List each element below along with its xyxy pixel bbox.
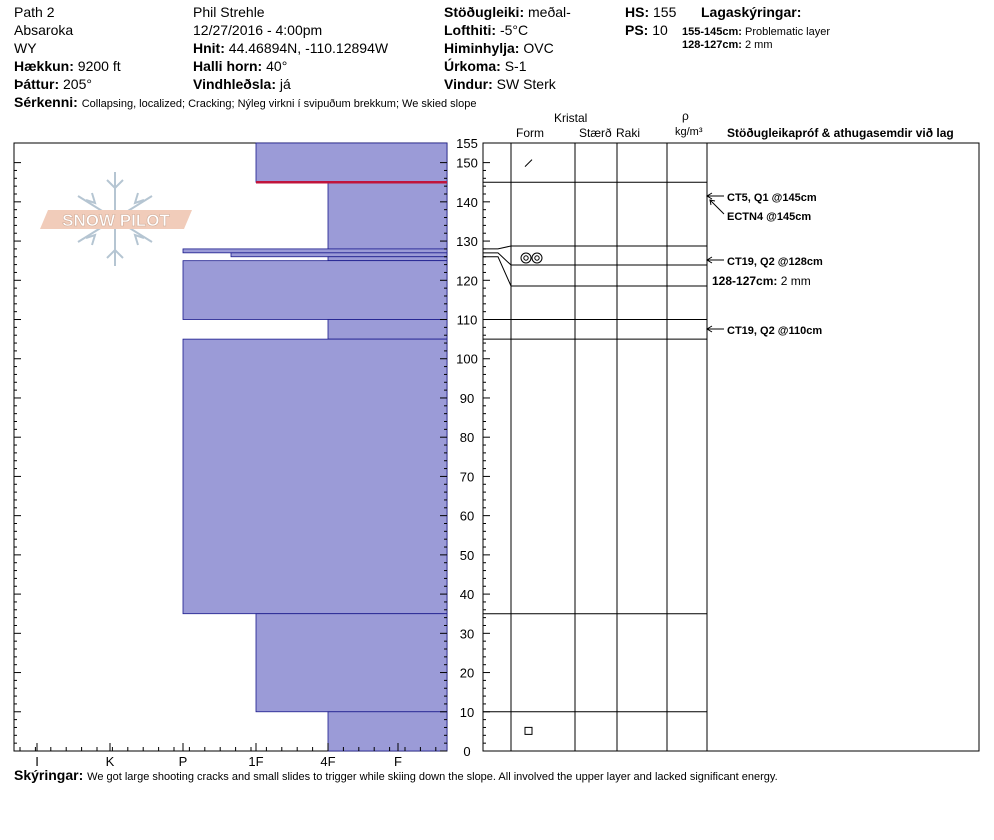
pit-name: Path 2 [14,4,55,20]
y-tick-label-40: 40 [459,587,475,603]
header-density-unit: kg/m³ [675,126,703,138]
elevation-label: Hækkun: [14,58,74,74]
layer-note-2-label: 128-127cm: [682,39,742,51]
stability-label: Stöðugleiki: [444,4,525,20]
snowpilot-logo [40,172,192,266]
hardness-layer-3 [231,253,447,257]
coords-label: Hnit: [193,40,225,56]
layer-comment [712,273,811,289]
y-tick-label-90: 90 [459,390,475,406]
x-tick-label-4F: 4F [320,754,336,769]
comments-label: Skýringar: [14,767,84,783]
grain-symbol-melt-form-2 [532,253,542,263]
features-label: Sérkenni: [14,94,78,110]
x-tick-label-1F: 1F [248,754,264,769]
header-rho: ρ [682,109,689,123]
hardness-layer-6 [328,320,447,340]
x-tick-label-F: F [394,754,402,769]
hardness-layer-5 [183,261,447,320]
y-tick-label-150: 150 [456,155,478,171]
hardness-layer-8 [256,614,447,712]
y-tick-label-50: 50 [459,547,475,563]
y-tick-label-70: 70 [459,469,475,485]
hardness-layer-0 [256,143,447,182]
sky-label: Himinhylja: [444,40,520,56]
slope-angle-value: 40° [266,58,288,74]
hardness-layer-2 [183,249,447,253]
y-tick-label-80: 80 [459,430,475,446]
wind-loading-label: Vindhleðsla: [193,76,276,92]
datetime: 12/27/2016 - 4:00pm [193,22,323,38]
x-tick-label-I: I [35,754,39,769]
state-name: WY [14,40,37,56]
hardness-layer-4 [328,257,447,261]
y-tick-label-10: 10 [459,704,475,720]
test-annotation-2: ECTN4 @145cm [727,211,812,223]
y-tick-label-155: 155 [456,136,478,151]
x-tick-label-P: P [178,754,188,769]
layer-note-2-value: 2 mm [745,39,773,51]
wind-label: Vindur: [444,76,493,92]
aspect-value: 205° [63,76,92,92]
y-tick-label-100: 100 [456,351,478,367]
wind-value: SW Sterk [496,76,556,92]
grain-symbol-precip [525,160,532,167]
comments-value: We got large shooting cracks and small slides to trigger while skiing down the slope. All involved the upper layer and lacked significant energy. [87,771,778,783]
grain-symbol-melt-form [521,253,531,263]
aspect-label: Þáttur: [14,76,60,92]
y-tick-label-30: 30 [459,626,475,642]
wind-loading-value: já [279,76,291,92]
y-tick-label-120: 120 [456,273,478,289]
layer-boundaries [483,143,707,712]
header-size: Stærð [579,126,612,140]
y-tick-label-60: 60 [459,508,475,524]
comments [14,767,778,785]
test-annotation-1: CT5, Q1 @145cm [727,192,817,204]
layer-note-1-label: 155-145cm: [682,26,742,38]
header-form: Form [516,126,544,140]
test-arrows [707,193,724,332]
hardness-layers [183,143,447,751]
features-value: Collapsing, localized; Cracking; Nýleg virkni í svipuðum brekkum; We skied slope [81,98,477,110]
grain-symbol-melt-form-2-inner [535,256,539,260]
stability-value: meðal- [528,4,571,20]
header-tests: Stöðugleikapróf & athugasemdir við lag [727,126,954,140]
layer-connector-2 [483,246,511,249]
layer-connector-3 [483,253,511,265]
layer-comment-label: 128-127cm: [712,274,778,288]
grain-table-frame [483,143,979,751]
ps-label: PS: [625,22,649,38]
y-tick-label-140: 140 [456,194,478,210]
grain-symbol-melt-form-inner [524,256,528,260]
air-temp-label: Lofthiti: [444,22,497,38]
header-moisture: Raki [616,126,641,140]
arrow-test2 [710,200,724,214]
layer-comment-value: 2 mm [780,274,811,288]
precip-label: Úrkoma: [444,58,501,74]
y-tick-label-110: 110 [456,312,478,328]
elevation-value: 9200 ft [77,58,121,74]
hardness-layer-7 [183,339,447,614]
sky-value: OVC [523,40,554,56]
x-tick-label-K: K [105,754,115,769]
observer: Phil Strehle [193,4,265,20]
hardness-layer-1 [328,182,447,249]
y-tick-label-20: 20 [459,665,475,681]
hs-value: 155 [653,4,677,20]
y-tick-label-130: 130 [456,234,478,250]
y-tick-label-0: 0 [463,744,471,759]
grain-symbol-faceted [525,727,532,734]
ps-value: 10 [652,22,668,38]
header-kristal: Kristal [554,111,588,125]
test-annotation-4: CT19, Q2 @110cm [727,325,823,337]
layer-note-1-value: Problematic layer [745,26,830,38]
air-temp-value: -5°C [499,22,529,38]
logo-text: SNOW PILOT [62,211,170,230]
hardness-layer-9 [328,712,447,751]
layer-notes-title: Lagaskýringar: [701,4,802,20]
range-name: Absaroka [14,22,74,38]
precip-value: S-1 [504,58,527,74]
test-annotation-3: CT19, Q2 @128cm [727,256,823,268]
hs-label: HS: [625,4,650,20]
slope-angle-label: Halli horn: [193,58,263,74]
coords-value: 44.46894N, -110.12894W [228,40,389,56]
